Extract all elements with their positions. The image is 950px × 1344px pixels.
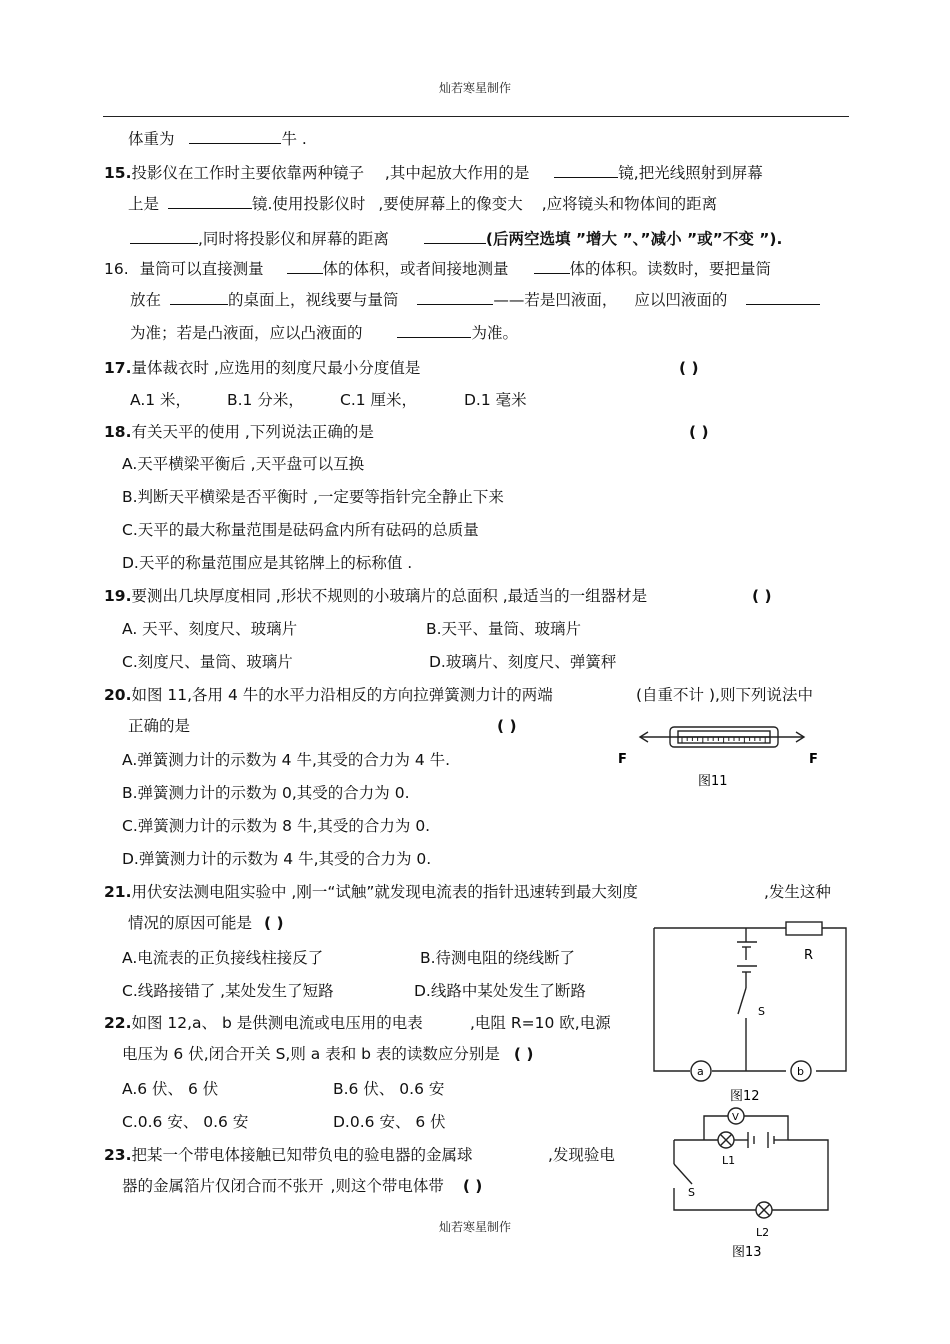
- q21-option-b[interactable]: B.待测电阻的绕线断了: [420, 949, 576, 967]
- q16-text: 为准。: [471, 324, 518, 342]
- q15-line1: [104, 163, 763, 183]
- q22-answer-paren[interactable]: ( ): [513, 1045, 534, 1063]
- voltmeter-label: V: [732, 1112, 739, 1123]
- q18-option-d[interactable]: D.天平的称量范围应是其铭牌上的标称值 .: [122, 554, 413, 572]
- header-rule: [103, 116, 849, 117]
- q21-option-d[interactable]: D.线路中某处发生了断路: [414, 982, 586, 1000]
- q15-blank-4[interactable]: [424, 229, 486, 244]
- figure-13-caption: 图13: [732, 1245, 762, 1260]
- q17-option-b[interactable]: B.1 分米，: [227, 391, 304, 409]
- lamp-l1-label: L1: [722, 1154, 736, 1167]
- q15-blank-3[interactable]: [130, 229, 198, 244]
- q21-stem-1: [104, 882, 638, 902]
- q15-text: 上是: [128, 195, 160, 213]
- q20-stem-2: 正确的是: [128, 717, 191, 735]
- q20-option-b[interactable]: B.弹簧测力计的示数为 0,其受的合力为 0.: [122, 784, 410, 802]
- q16-text: 量筒可以直接测量: [139, 260, 264, 278]
- q17-option-a[interactable]: A.1 米，: [130, 391, 192, 409]
- q22-number: 22.: [104, 1014, 132, 1032]
- q15-text: 镜,把光线照射到屏幕: [618, 164, 763, 182]
- q22-stem-1: [104, 1013, 423, 1033]
- q22-stem-2: [122, 1044, 533, 1064]
- q20-number: 20.: [104, 686, 132, 704]
- q15-text: ,其中起放大作用的是: [384, 164, 530, 182]
- q20-stem-1: [104, 685, 553, 705]
- q22-option-c[interactable]: C.0.6 安、 0.6 安: [122, 1113, 249, 1131]
- q15-text: ,要使屏幕上的像变大: [378, 195, 523, 213]
- q15-number: 15.: [104, 164, 132, 182]
- q19-stem: [104, 586, 647, 606]
- q17-option-d[interactable]: D.1 毫米: [464, 391, 527, 409]
- q21-answer-paren[interactable]: ( ): [264, 914, 284, 932]
- q15-blank-2[interactable]: [168, 194, 252, 209]
- q20-answer-paren[interactable]: ( ): [497, 717, 517, 735]
- figure-11-spring-scale: [612, 716, 832, 792]
- q22-text: 如图 12,a、 b 是供测电流或电压用的电表: [131, 1014, 423, 1032]
- q20-stem-1b: (自重不计 ),则下列说法中: [636, 686, 813, 704]
- q21-number: 21.: [104, 883, 132, 901]
- q19-option-d[interactable]: D.玻璃片、刻度尺、弹簧秤: [429, 653, 617, 671]
- force-right-label: F: [809, 752, 818, 767]
- q15-blank-1[interactable]: [554, 163, 618, 178]
- q16-text: 应以凹液面的: [634, 291, 728, 309]
- page-footer: 灿若寒星制作: [438, 1220, 511, 1234]
- q16-text: 为准；若是凸液面，应以凸液面的: [130, 324, 363, 342]
- figure-13-circuit: [664, 1104, 844, 1264]
- resistor-label: R: [804, 948, 814, 963]
- q23-number: 23.: [104, 1146, 132, 1164]
- lamp-l2-label: L2: [756, 1226, 770, 1239]
- q19-option-b[interactable]: B.天平、量筒、玻璃片: [426, 620, 582, 638]
- q16-line2: [130, 290, 820, 310]
- q21-stem-2: [128, 913, 284, 933]
- meter-a-label: a: [697, 1065, 704, 1078]
- q22-option-d[interactable]: D.0.6 安、 6 伏: [333, 1113, 446, 1131]
- q19-option-a[interactable]: A. 天平、刻度尺、玻璃片: [122, 620, 298, 638]
- figure-12-caption: 图12: [730, 1089, 760, 1104]
- q18-answer-paren[interactable]: ( ): [689, 423, 709, 441]
- page-header: 灿若寒星制作: [438, 81, 511, 95]
- q16-text: 的桌面上，视线要与量筒: [227, 291, 399, 309]
- q23-stem-1b: ,发现验电: [548, 1146, 615, 1164]
- q16-line1: [104, 259, 771, 279]
- q23-stem-2: [122, 1176, 482, 1196]
- q19-number: 19.: [104, 587, 132, 605]
- q18-option-a[interactable]: A.天平横梁平衡后 ,天平盘可以互换: [122, 455, 365, 473]
- switch-label: S: [758, 1005, 765, 1018]
- q19-option-c[interactable]: C.刻度尺、量筒、玻璃片: [122, 653, 293, 671]
- q17-answer-paren[interactable]: ( ): [679, 359, 699, 377]
- q17-stem: [104, 358, 420, 378]
- q23-stem-1: [104, 1145, 472, 1165]
- q23-text: ,则这个带电体带: [330, 1177, 444, 1195]
- q19-text: 要测出几块厚度相同 ,形状不规则的小玻璃片的总面积 ,最适当的一组器材是: [131, 587, 648, 605]
- q15-text: 镜.使用投影仪时: [251, 195, 366, 213]
- q15-text: 投影仪在工作时主要依靠两种镜子: [131, 164, 364, 182]
- q16-text: ——若是凹液面，: [493, 291, 618, 309]
- q21-text: 用伏安法测电阻实验中 ,刚一“试触”就发现电流表的指针迅速转到最大刻度: [131, 883, 638, 901]
- q20-option-c[interactable]: C.弹簧测力计的示数为 8 牛,其受的合力为 0.: [122, 817, 431, 835]
- q22-option-b[interactable]: B.6 伏、 0.6 安: [333, 1080, 445, 1098]
- q16-blank-4[interactable]: [417, 290, 493, 305]
- figure-11-caption: 图11: [698, 774, 728, 789]
- q23-answer-paren[interactable]: ( ): [462, 1177, 483, 1195]
- q18-option-b[interactable]: B.判断天平横梁是否平衡时 ,一定要等指针完全静止下来: [122, 488, 504, 506]
- q17-number: 17.: [104, 359, 132, 377]
- q15-text: (后两空选填 ”增大 ”、”减小 ”或”不变 ”).: [485, 230, 783, 248]
- q16-blank-6[interactable]: [397, 323, 471, 338]
- q19-answer-paren[interactable]: ( ): [752, 587, 772, 605]
- q22-stem-1b: ,电阻 R=10 欧,电源: [470, 1014, 611, 1032]
- force-left-label: F: [618, 752, 627, 767]
- q22-option-a[interactable]: A.6 伏、 6 伏: [122, 1080, 219, 1098]
- q16-blank-3[interactable]: [170, 290, 228, 305]
- q15-line2: [128, 194, 717, 214]
- q16-text: 体的体积，或者间接地测量: [322, 260, 509, 278]
- q21-text: 情况的原因可能是: [128, 914, 253, 932]
- q21-option-c[interactable]: C.线路接错了 ,某处发生了短路: [122, 982, 334, 1000]
- q15-text: ,应将镜头和物体间的距离: [541, 195, 718, 213]
- q14-line: [128, 129, 307, 149]
- q17-text: 量体裁衣时 ,应选用的刻度尺最小分度值是: [131, 359, 421, 377]
- q23-text: 器的金属箔片仅闭合而不张开: [122, 1177, 324, 1195]
- q21-stem-1b: ,发生这种: [764, 883, 831, 901]
- q18-number: 18.: [104, 423, 132, 441]
- switch-s-label: S: [688, 1186, 695, 1199]
- q21-option-a[interactable]: A.电流表的正负接线柱接反了: [122, 949, 324, 967]
- q22-text: 电压为 6 伏,闭合开关 S,则 a 表和 b 表的读数应分别是: [122, 1045, 500, 1063]
- q23-text: 把某一个带电体接触已知带负电的验电器的金属球: [131, 1146, 473, 1164]
- q16-blank-1[interactable]: [287, 259, 323, 274]
- q20-option-d[interactable]: D.弹簧测力计的示数为 4 牛,其受的合力为 0.: [122, 850, 432, 868]
- q16-blank-2[interactable]: [534, 259, 570, 274]
- q16-line3: [130, 323, 518, 343]
- q20-option-a[interactable]: A.弹簧测力计的示数为 4 牛,其受的合力为 4 牛.: [122, 751, 451, 769]
- figure-12-circuit: [648, 916, 850, 1106]
- q16-text: 放在: [130, 291, 162, 309]
- q14-text: 体重为: [128, 130, 175, 148]
- q15-text: ,同时将投影仪和屏幕的距离: [198, 230, 389, 248]
- q16-text: 体的体积。读数时，要把量筒: [569, 260, 772, 278]
- q18-stem: [104, 422, 374, 442]
- q14-blank[interactable]: [189, 129, 281, 144]
- q20-text: 如图 11,各用 4 牛的水平力沿相反的方向拉弹簧测力计的两端: [131, 686, 553, 704]
- q18-text: 有关天平的使用 ,下列说法正确的是: [131, 423, 374, 441]
- q17-option-c[interactable]: C.1 厘米，: [340, 391, 418, 409]
- q16-number: 16.: [104, 260, 129, 278]
- meter-b-label: b: [797, 1065, 804, 1078]
- q15-line3: [130, 229, 782, 249]
- q18-option-c[interactable]: C.天平的最大称量范围是砝码盒内所有砝码的总质量: [122, 521, 479, 539]
- q14-unit: 牛 .: [281, 130, 307, 148]
- q16-blank-5[interactable]: [746, 290, 820, 305]
